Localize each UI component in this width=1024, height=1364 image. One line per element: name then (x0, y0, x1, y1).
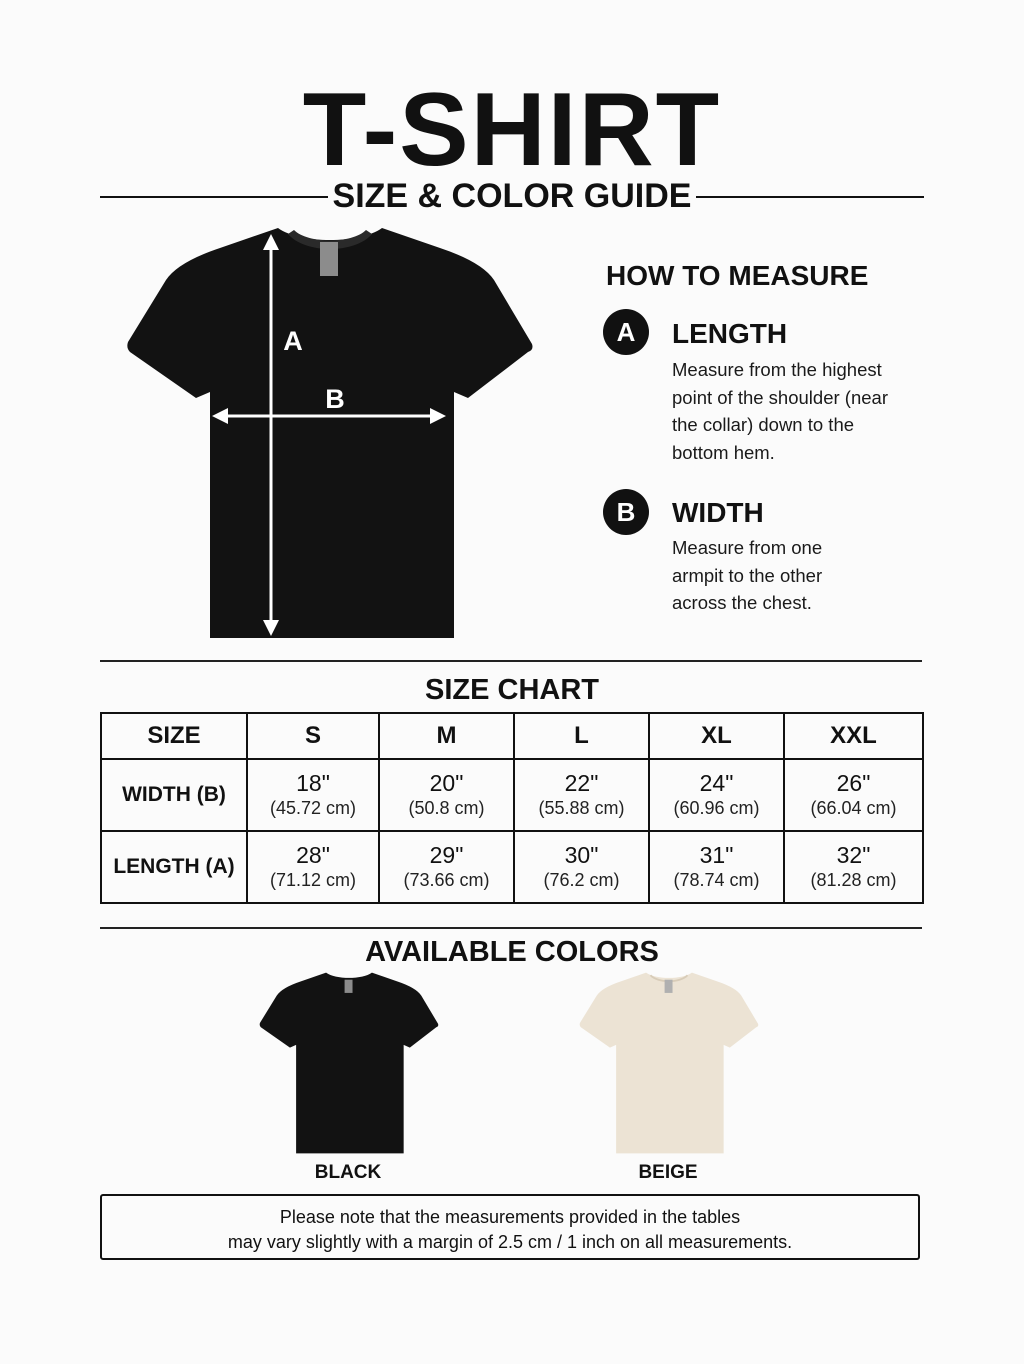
table-cell (514, 831, 649, 903)
column-header: S (247, 713, 379, 759)
description-line: across the chest. (672, 592, 812, 613)
cell-cm: (45.72 cm) (269, 798, 357, 818)
cell-cm: (76.2 cm) (543, 870, 620, 890)
tshirt-diagram-image (127, 228, 532, 638)
cell-cm: (71.12 cm) (269, 870, 357, 890)
table-cell (247, 831, 379, 903)
table-cell (247, 759, 379, 831)
table-cell (379, 759, 514, 831)
size-chart-heading: SIZE CHART (425, 674, 599, 706)
cell-inches: 18" (296, 770, 330, 796)
description-line: armpit to the other (672, 564, 823, 586)
cell-cm: (78.74 cm) (673, 870, 760, 890)
width-description (672, 534, 912, 617)
table-cell (784, 759, 923, 831)
column-header: M (379, 713, 514, 759)
row-label: WIDTH (B) (101, 759, 247, 831)
table-row (101, 831, 923, 903)
length-description (672, 356, 922, 466)
cell-inches: 31" (699, 842, 734, 868)
description-line: Measure from the highest (672, 359, 882, 380)
column-header: SIZE (101, 713, 247, 759)
page-subtitle: SIZE & COLOR GUIDE (332, 177, 692, 215)
cell-inches: 32" (836, 842, 871, 868)
table-row (101, 759, 923, 831)
how-to-measure-heading: HOW TO MEASURE (606, 260, 869, 291)
description-line: the collar) down to the (672, 414, 855, 435)
black-tshirt-image (256, 970, 442, 1156)
badge-b: B (603, 489, 649, 535)
size-chart-table (100, 712, 924, 904)
description-line: point of the shoulder (near (672, 386, 888, 408)
width-heading: WIDTH (672, 497, 764, 528)
divider (100, 927, 922, 929)
cell-inches: 30" (564, 842, 599, 868)
column-header: L (514, 713, 649, 759)
table-cell (649, 759, 784, 831)
color-label-black: BLACK (314, 1162, 382, 1183)
cell-inches: 20" (429, 770, 464, 796)
cell-inches: 29" (429, 842, 464, 868)
color-label-beige: BEIGE (638, 1162, 698, 1183)
table-cell (514, 759, 649, 831)
note-line: may vary slightly with a margin of 2.5 cm / 1 inch on all measurements. (227, 1232, 793, 1252)
cell-inches: 28" (296, 842, 330, 868)
label-b: B (325, 384, 345, 414)
cell-cm: (81.28 cm) (810, 870, 897, 890)
column-header: XL (649, 713, 784, 759)
table-header-row (101, 713, 923, 759)
available-colors-heading: AVAILABLE COLORS (365, 936, 659, 968)
beige-tshirt-image (576, 970, 762, 1156)
measurement-diagram (120, 222, 540, 644)
description-line: bottom hem. (672, 441, 775, 463)
cell-inches: 26" (836, 770, 871, 796)
table-cell (649, 831, 784, 903)
badge-a: A (603, 309, 649, 355)
note-line: Please note that the measurements provided in the tables (279, 1207, 741, 1227)
cell-cm: (66.04 cm) (810, 798, 897, 818)
length-heading: LENGTH (672, 318, 788, 349)
label-a: A (283, 326, 303, 356)
cell-cm: (60.96 cm) (673, 798, 760, 818)
cell-cm: (55.88 cm) (538, 798, 625, 818)
table-cell (379, 831, 514, 903)
cell-inches: 22" (564, 770, 599, 796)
divider (100, 660, 922, 662)
cell-inches: 24" (699, 770, 734, 796)
page-title: T-SHIRT (302, 72, 722, 188)
divider (696, 196, 924, 198)
cell-cm: (73.66 cm) (403, 870, 490, 890)
description-line: Measure from one (672, 537, 823, 558)
subtitle-row (100, 176, 924, 216)
measurement-note (100, 1194, 920, 1260)
cell-cm: (50.8 cm) (408, 798, 485, 818)
column-header: XXL (784, 713, 923, 759)
row-label: LENGTH (A) (101, 831, 247, 903)
table-cell (784, 831, 923, 903)
